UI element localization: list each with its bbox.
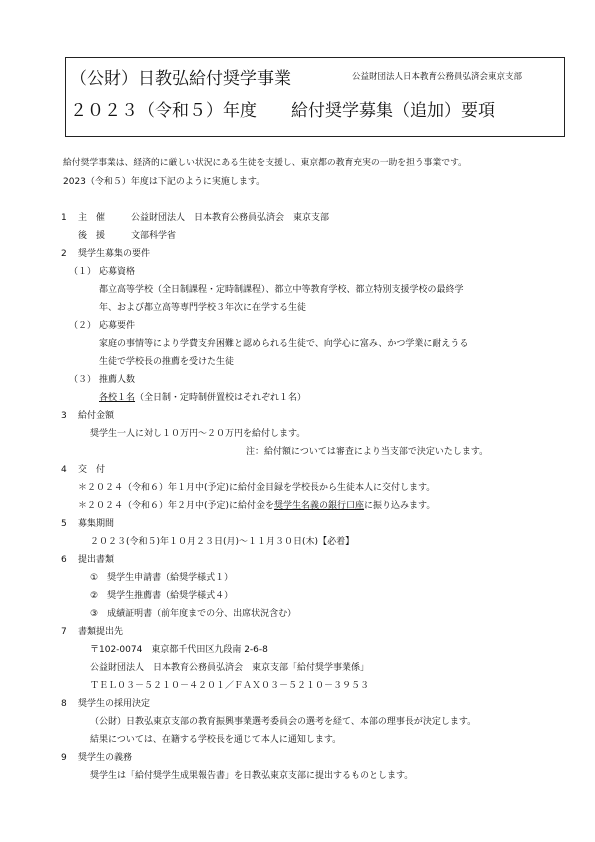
- sub-3-title: 推薦人数: [99, 375, 136, 385]
- sub-2-line-2: 生徒で学校長の推薦を受けた生徒: [99, 357, 235, 367]
- section-5-title: 募集期間: [78, 519, 115, 529]
- sponsor-value: 公益財団法人 日本教育公務員弘済会 東京支部: [131, 213, 330, 223]
- document-subtitle: 給付奨学募集（追加）要項: [291, 101, 495, 121]
- obligation-line: 奨学生は「給付奨学生成果報告書」を日教弘東京支部に提出するものとします。: [90, 771, 414, 781]
- support-value: 文部科学省: [131, 231, 177, 241]
- sub-3-number: （３）: [69, 375, 97, 385]
- section-2-number: 2: [61, 249, 67, 259]
- delivery-line-2-c: に振り込みます。: [364, 501, 436, 511]
- section-6-title: 提出書類: [78, 555, 115, 565]
- document-title: [70, 96, 495, 121]
- delivery-line-2-a: ＊２０２４（令和６）年２月中(予定)に給付金を: [78, 501, 275, 511]
- section-3-title: 給付金額: [78, 411, 115, 421]
- delivery-line-2: [78, 500, 435, 512]
- sub-1-line-1: 都立高等学校（全日制課程・定時制課程）、都立中等教育学校、都立特別支援学校の最終学: [99, 285, 464, 295]
- document-item-2: ② 奨学生推薦書（給奨学様式４）: [90, 591, 234, 601]
- support-label: 後 援: [78, 231, 106, 241]
- organization-name: 公益財団法人日本教育公務員弘済会東京支部: [352, 72, 523, 82]
- fiscal-year: ２０２３（令和５）年度: [70, 101, 257, 121]
- sub-1-line-2: 年、および都立高等専門学校３年次に在学する生徒: [99, 303, 307, 313]
- sub-2-line-1: 家庭の事情等により学費支弁困難と認められる生徒で、向学心に富み、かつ学業に耐えうる: [99, 339, 469, 349]
- application-period: ２０２３(令和５)年１０月２３日(月)～１１月３０日(木)【必着】: [90, 537, 355, 547]
- bank-account-note: 奨学生名義の銀行口座: [274, 501, 365, 511]
- section-2-title: 奨学生募集の要件: [78, 249, 151, 259]
- sponsor-label: 主 催: [78, 213, 106, 223]
- recipient-name: 公益財団法人 日本教育公務員弘済会 東京支部「給付奨学事業係」: [90, 663, 370, 673]
- selection-line-1: （公財）日教弘東京支部の教育振興事業選考委員会の選考を経て、本部の理事長が決定します。: [90, 717, 477, 727]
- document-item-1: ① 奨学生申請書（給奨学様式１）: [90, 573, 234, 583]
- section-4-number: 4: [61, 465, 67, 475]
- sub-2-number: （２）: [69, 321, 97, 331]
- sub-1-title: 応募資格: [99, 267, 136, 277]
- section-9-number: 9: [61, 753, 67, 763]
- section-1-number: 1: [61, 213, 67, 223]
- section-7-title: 書類提出先: [78, 627, 124, 637]
- section-6-number: 6: [61, 555, 67, 565]
- document-item-3: ③ 成績証明書（前年度までの分、出席状況含む）: [90, 609, 297, 619]
- postal-address: 〒102-0074 東京都千代田区九段南 2-6-8: [90, 645, 268, 655]
- delivery-line-1: ＊２０２４（令和６）年１月中(予定)に給付金目録を学校長から生徒本人に交付します。: [78, 483, 436, 493]
- selection-line-2: 結果については、在籍する学校長を通じて本人に通知します。: [90, 735, 342, 745]
- section-8-title: 奨学生の採用決定: [78, 699, 151, 709]
- sub-3-line-1: [99, 392, 306, 404]
- sub-1-number: （１）: [69, 267, 97, 277]
- section-8-number: 8: [61, 699, 67, 709]
- intro-line-2: 2023（令和５）年度は下記のように実施します。: [63, 177, 266, 187]
- quota-note: （全日制・定時制併置校はそれぞれ１名）: [135, 393, 307, 403]
- section-7-number: 7: [61, 627, 67, 637]
- title-box: [65, 57, 565, 137]
- intro-line-1: 給付奨学事業は、経済的に厳しい状況にある生徒を支援し、東京都の教育充実の一助を担う事業です。: [63, 158, 467, 168]
- amount-line: 奨学生一人に対し１０万円～２０万円を給付します。: [90, 429, 306, 439]
- amount-note: 注：給付額については審査により当支部で決定いたします。: [246, 447, 489, 457]
- phone-fax: ＴＥＬ０３－５２１０－４２０１／ＦＡＸ０３－５２１０－３９５３: [90, 681, 370, 691]
- quota-value: 各校１名: [99, 393, 136, 403]
- sub-2-title: 応募要件: [99, 321, 136, 331]
- section-9-title: 奨学生の義務: [78, 753, 133, 763]
- section-4-title: 交 付: [78, 465, 106, 475]
- program-title: （公財）日教弘給付奨学事業: [70, 69, 291, 89]
- section-5-number: 5: [61, 519, 67, 529]
- section-3-number: 3: [61, 411, 67, 421]
